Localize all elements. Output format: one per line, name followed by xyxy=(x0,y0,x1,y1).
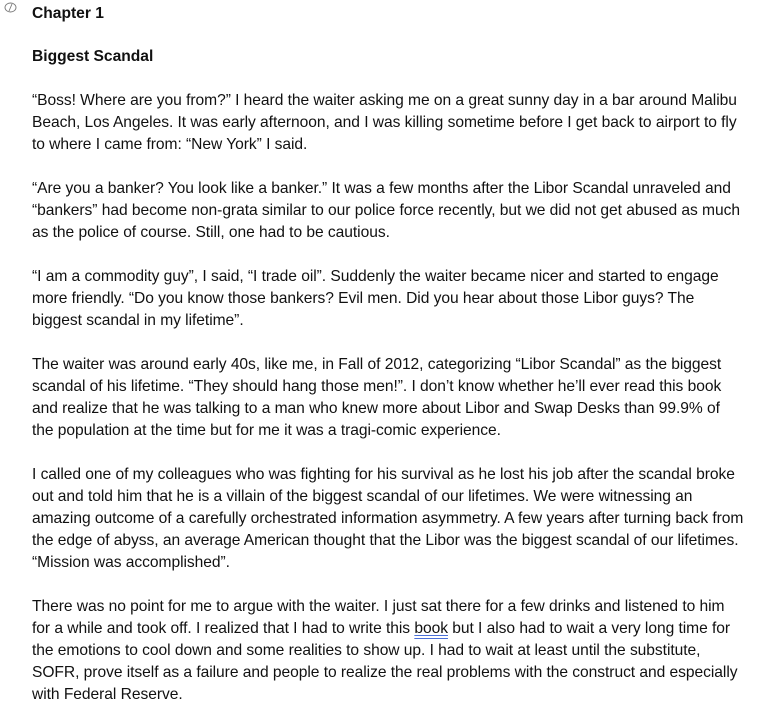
paragraph-6-before: There was no point for me to argue with the waiter. I just sat there for a few drinks and listened to him for a while and took off. I realized that I had to write this xyxy=(32,598,725,637)
comment-marker-icon xyxy=(4,2,17,13)
section-title: Biggest Scandal xyxy=(32,48,154,65)
paragraph-4: The waiter was around early 40s, like me, in Fall of 2012, categorizing “Libor Scandal” as the biggest scandal of his lifetime. “They should hang those men!”. I don’t know whether he’ll ever read this book and realize that he was talking to a man who knew more about Libor and Swap Desks than 99.9% of the population at the time but for me it was a tragi-comic experience. xyxy=(32,356,722,439)
chapter-heading: Chapter 1 xyxy=(32,5,104,22)
paragraph-6 xyxy=(32,596,744,706)
paragraph-3: “I am a commodity guy”, I said, “I trade oil”. Suddenly the waiter became nicer and started to engage more friendly. “Do you know those bankers? Evil men. Did you hear about those Libor guys? The biggest scandal in my lifetime”. xyxy=(32,268,719,329)
grammar-flagged-word[interactable]: book xyxy=(414,620,448,637)
paragraph-1: “Boss! Where are you from?” I heard the waiter asking me on a great sunny day in a bar around Malibu Beach, Los Angeles. It was early afternoon, and I was killing sometime before I get back to airport to fly to where I came from: “New York” I said. xyxy=(32,92,737,153)
paragraph-6-after: but I also had to wait a very long time for the emotions to cool down and some realities to show up. I had to wait at least until the substitute, SOFR, prove itself as a failure and people to realize the real problems with the construct and especially with Federal Reserve. xyxy=(32,620,738,703)
paragraph-2: “Are you a banker? You look like a banker.” It was a few months after the Libor Scandal unraveled and “bankers” had become non-grata similar to our police force recently, but we did not get abused as much as the police of course. Still, one had to be cautious. xyxy=(32,180,740,241)
paragraph-5: I called one of my colleagues who was fighting for his survival as he lost his job after the scandal broke out and told him that he is a villain of the biggest scandal of our lifetimes. We were witnessing an amazing outcome of a carefully orchestrated information asymmetry. A few years after turning back from the edge of abyss, an average American thought that the Libor was the biggest scandal of our lifetimes. “Mission was accomplished”. xyxy=(32,466,744,571)
document-body[interactable] xyxy=(32,3,744,706)
